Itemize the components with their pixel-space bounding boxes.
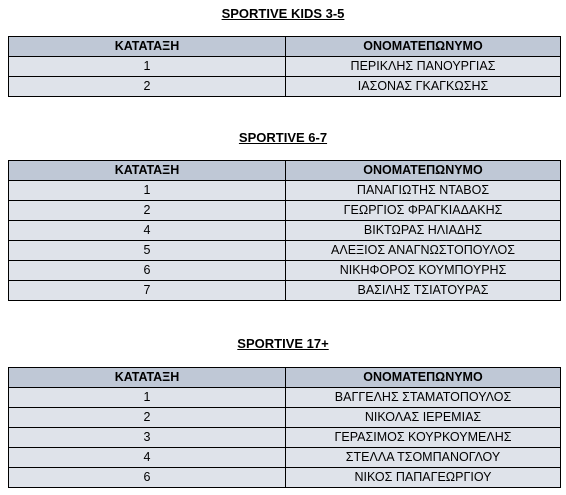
table-row — [9, 388, 561, 408]
rank-cell: 4 — [9, 448, 286, 468]
table-header-row — [9, 161, 561, 181]
name-cell: ΝΙΚΟΣ ΠΑΠΑΓΕΩΡΓΙΟΥ — [286, 468, 561, 488]
rank-header: ΚΑΤΑΤΑΞΗ — [9, 161, 286, 181]
name-header: ΟΝΟΜΑΤΕΠΩΝΥΜΟ — [286, 161, 561, 181]
name-header: ΟΝΟΜΑΤΕΠΩΝΥΜΟ — [286, 37, 561, 57]
rank-header: ΚΑΤΑΤΑΞΗ — [9, 368, 286, 388]
name-header: ΟΝΟΜΑΤΕΠΩΝΥΜΟ — [286, 368, 561, 388]
table-row — [9, 201, 561, 221]
name-cell: ΝΙΚΟΛΑΣ ΙΕΡΕΜΙΑΣ — [286, 408, 561, 428]
rank-cell: 2 — [9, 408, 286, 428]
name-cell: ΒΑΣΙΛΗΣ ΤΣΙΑΤΟΥΡΑΣ — [286, 281, 561, 301]
rank-cell: 2 — [9, 77, 286, 97]
table-row — [9, 221, 561, 241]
table-header-row — [9, 368, 561, 388]
name-cell: ΓΕΩΡΓΙΟΣ ΦΡΑΓΚΙΑΔΑΚΗΣ — [286, 201, 561, 221]
table-row — [9, 261, 561, 281]
name-cell: ΣΤΕΛΛΑ ΤΣΟΜΠΑΝΟΓΛΟΥ — [286, 448, 561, 468]
table-row — [9, 241, 561, 261]
rank-cell: 6 — [9, 261, 286, 281]
table-row — [9, 281, 561, 301]
rank-cell: 1 — [9, 181, 286, 201]
rank-header: ΚΑΤΑΤΑΞΗ — [9, 37, 286, 57]
table-row — [9, 181, 561, 201]
table-row — [9, 468, 561, 488]
rank-cell: 3 — [9, 428, 286, 448]
table-row — [9, 448, 561, 468]
rank-cell: 2 — [9, 201, 286, 221]
name-cell: ΓΕΡΑΣΙΜΟΣ ΚΟΥΡΚΟΥΜΕΛΗΣ — [286, 428, 561, 448]
name-cell: ΑΛΕΞΙΟΣ ΑΝΑΓΝΩΣΤΟΠΟΥΛΟΣ — [286, 241, 561, 261]
name-cell: ΠΕΡΙΚΛΗΣ ΠΑΝΟΥΡΓΙΑΣ — [286, 57, 561, 77]
name-cell: ΒΑΓΓΕΛΗΣ ΣΤΑΜΑΤΟΠΟΥΛΟΣ — [286, 388, 561, 408]
name-cell: ΙΑΣΟΝΑΣ ΓΚΑΓΚΩΣΗΣ — [286, 77, 561, 97]
rank-cell: 5 — [9, 241, 286, 261]
section-title-6-7: SPORTIVE 6-7 — [238, 130, 328, 145]
rank-cell: 7 — [9, 281, 286, 301]
rank-cell: 4 — [9, 221, 286, 241]
results-table-17-plus — [8, 367, 561, 488]
name-cell: ΝΙΚΗΦΟΡΟΣ ΚΟΥΜΠΟΥΡΗΣ — [286, 261, 561, 281]
section-title-kids-3-5: SPORTIVE KIDS 3-5 — [221, 6, 345, 21]
table-header-row — [9, 37, 561, 57]
results-table-6-7 — [8, 160, 561, 301]
name-cell: ΠΑΝΑΓΙΩΤΗΣ ΝΤΑΒΟΣ — [286, 181, 561, 201]
rank-cell: 6 — [9, 468, 286, 488]
name-cell: ΒΙΚΤΩΡΑΣ ΗΛΙΑΔΗΣ — [286, 221, 561, 241]
results-table-kids-3-5 — [8, 36, 561, 97]
table-row — [9, 428, 561, 448]
table-row — [9, 57, 561, 77]
table-row — [9, 77, 561, 97]
rank-cell: 1 — [9, 57, 286, 77]
section-title-17-plus: SPORTIVE 17+ — [237, 336, 329, 351]
table-row — [9, 408, 561, 428]
rank-cell: 1 — [9, 388, 286, 408]
